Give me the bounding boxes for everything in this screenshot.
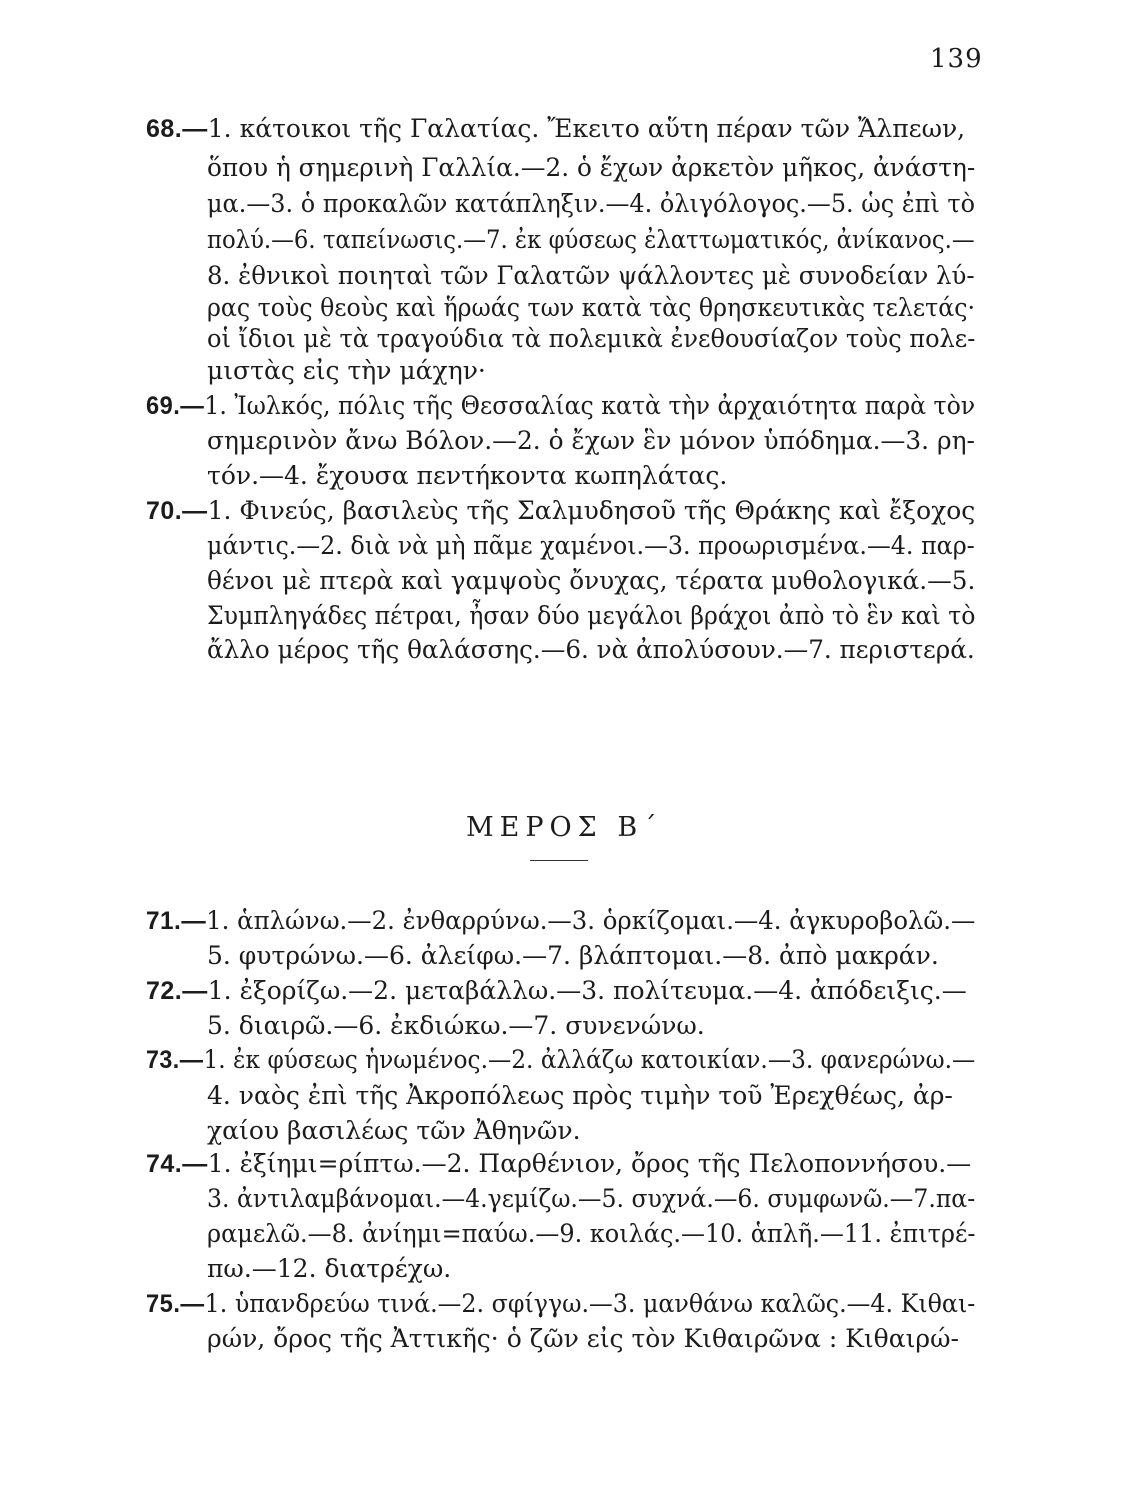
- entry-line: 73.—1. ἐκ φύσεως ἡνωμένος.—2. ἀλλάζω κατοικίαν.—3. φανερώνω.—: [146, 1045, 976, 1074]
- entry-line: μα.—3. ὁ προκαλῶν κατάπληξιν.—4. ὀλιγόλογος.—5. ὡς ἐπὶ τὸ: [207, 189, 976, 218]
- entry-number: 69.—: [146, 392, 205, 420]
- entry-line: 5. διαιρῶ.—6. ἐκδιώκω.—7. συνενώνω.: [207, 1011, 705, 1040]
- entry-line: πω.—12. διατρέχω.: [207, 1254, 452, 1283]
- entry-number: 74.—: [146, 1150, 208, 1178]
- entry-line: 74.—1. ἐξίημι=ρίπτω.—2. Παρθένιον, ὄρος τῆς Πελοποννήσου.—: [146, 1149, 972, 1178]
- entry-line: μιστὰς εἰς τὴν μάχην·: [207, 356, 486, 385]
- entry-number: 71.—: [146, 907, 207, 935]
- entry-number: 70.—: [146, 497, 208, 525]
- heading-rule: [530, 860, 588, 861]
- entry-line: θένοι μὲ πτερὰ καὶ γαμψοὺς ὄνυχας, τέρατα μυθολογικά.—5.: [207, 566, 976, 595]
- entry-line: 5. φυτρώνω.—6. ἀλείφω.—7. βλάπτομαι.—8. ἀπὸ μακράν.: [207, 941, 939, 970]
- page-number: 139: [930, 44, 983, 74]
- entry-line: 69.—1. Ἰωλκός, πόλις τῆς Θεσσαλίας κατὰ τὴν ἀρχαιότητα παρὰ τὸν: [146, 391, 976, 420]
- entry-line: χαίου βασιλέως τῶν Ἀθηνῶν.: [207, 1116, 581, 1145]
- entry-line: 4. ναὸς ἐπὶ τῆς Ἀκροπόλεως πρὸς τιμὴν τοῦ Ἐρεχθέως, ἀρ-: [207, 1081, 953, 1110]
- section-heading: ΜΕΡΟΣ Β΄: [466, 812, 663, 843]
- entry-line: Συμπληγάδες πέτραι, ἦσαν δύο μεγάλοι βράχοι ἀπὸ τὸ ἓν καὶ τὸ: [207, 601, 976, 630]
- entry-line: 3. ἀντιλαμβάνομαι.—4.γεμίζω.—5. συχνά.—6. συμφωνῶ.—7.πα-: [207, 1184, 976, 1213]
- entry-line: ραμελῶ.—8. ἀνίημι=παύω.—9. κοιλάς.—10. ἁπλῆ.—11. ἐπιτρέ-: [207, 1219, 976, 1248]
- entry-number: 68.—: [146, 115, 208, 143]
- entry-line: 70.—1. Φινεύς, βασιλεὺς τῆς Σαλμυδησοῦ τῆς Θράκης καὶ ἔξοχος: [146, 496, 976, 525]
- entry-line: μάντις.—2. διὰ νὰ μὴ πᾶμε χαμένοι.—3. προωρισμένα.—4. παρ-: [207, 531, 975, 560]
- entry-line: πολύ.—6. ταπείνωσις.—7. ἐκ φύσεως ἐλαττωματικός, ἀνίκανος.—: [207, 225, 975, 254]
- entry-line: 8. ἐθνικοὶ ποιηταὶ τῶν Γαλατῶν ψάλλοντες μὲ συνοδείαν λύ-: [207, 261, 975, 290]
- entry-line: 68.—1. κάτοικοι τῆς Γαλατίας. Ἔκειτο αὕτη πέραν τῶν Ἄλπεων,: [146, 114, 966, 143]
- entry-line: ὅπου ἡ σημερινὴ Γαλλία.—2. ὁ ἔχων ἀρκετὸν μῆκος, ἀνάστη-: [207, 153, 976, 182]
- entry-number: 73.—: [146, 1046, 204, 1074]
- entry-line: τόν.—4. ἔχουσα πεντήκοντα κωπηλάτας.: [207, 461, 728, 490]
- entry-line: 75.—1. ὑπανδρεύω τινά.—2. σφίγγω.—3. μανθάνω καλῶς.—4. Κιθαι-: [146, 1289, 976, 1318]
- entry-line: ρας τοὺς θεοὺς καὶ ἥρωάς των κατὰ τὰς θρησκευτικὰς τελετάς·: [207, 293, 975, 322]
- entry-line: ἄλλο μέρος τῆς θαλάσσης.—6. νὰ ἀπολύσουν.—7. περιστερά.: [207, 635, 975, 664]
- entry-number: 75.—: [146, 1290, 205, 1318]
- entry-line: σημερινὸν ἄνω Βόλον.—2. ὁ ἔχων ἓν μόνον ὑπόδημα.—3. ρη-: [207, 426, 975, 455]
- entry-line: ρών, ὄρος τῆς Ἀττικῆς· ὁ ζῶν εἰς τὸν Κιθαιρῶνα : Κιθαιρώ-: [207, 1324, 959, 1353]
- entry-line: οἱ ἴδιοι μὲ τὰ τραγούδια τὰ πολεμικὰ ἐνεθουσίαζον τοὺς πολε-: [207, 324, 976, 353]
- entry-line: 71.—1. ἁπλώνω.—2. ἐνθαρρύνω.—3. ὁρκίζομαι.—4. ἀγκυροβολῶ.—: [146, 906, 976, 935]
- entry-line: 72.—1. ἐξορίζω.—2. μεταβάλλω.—3. πολίτευμα.—4. ἀπόδειξις.—: [146, 976, 967, 1005]
- entry-number: 72.—: [146, 977, 208, 1005]
